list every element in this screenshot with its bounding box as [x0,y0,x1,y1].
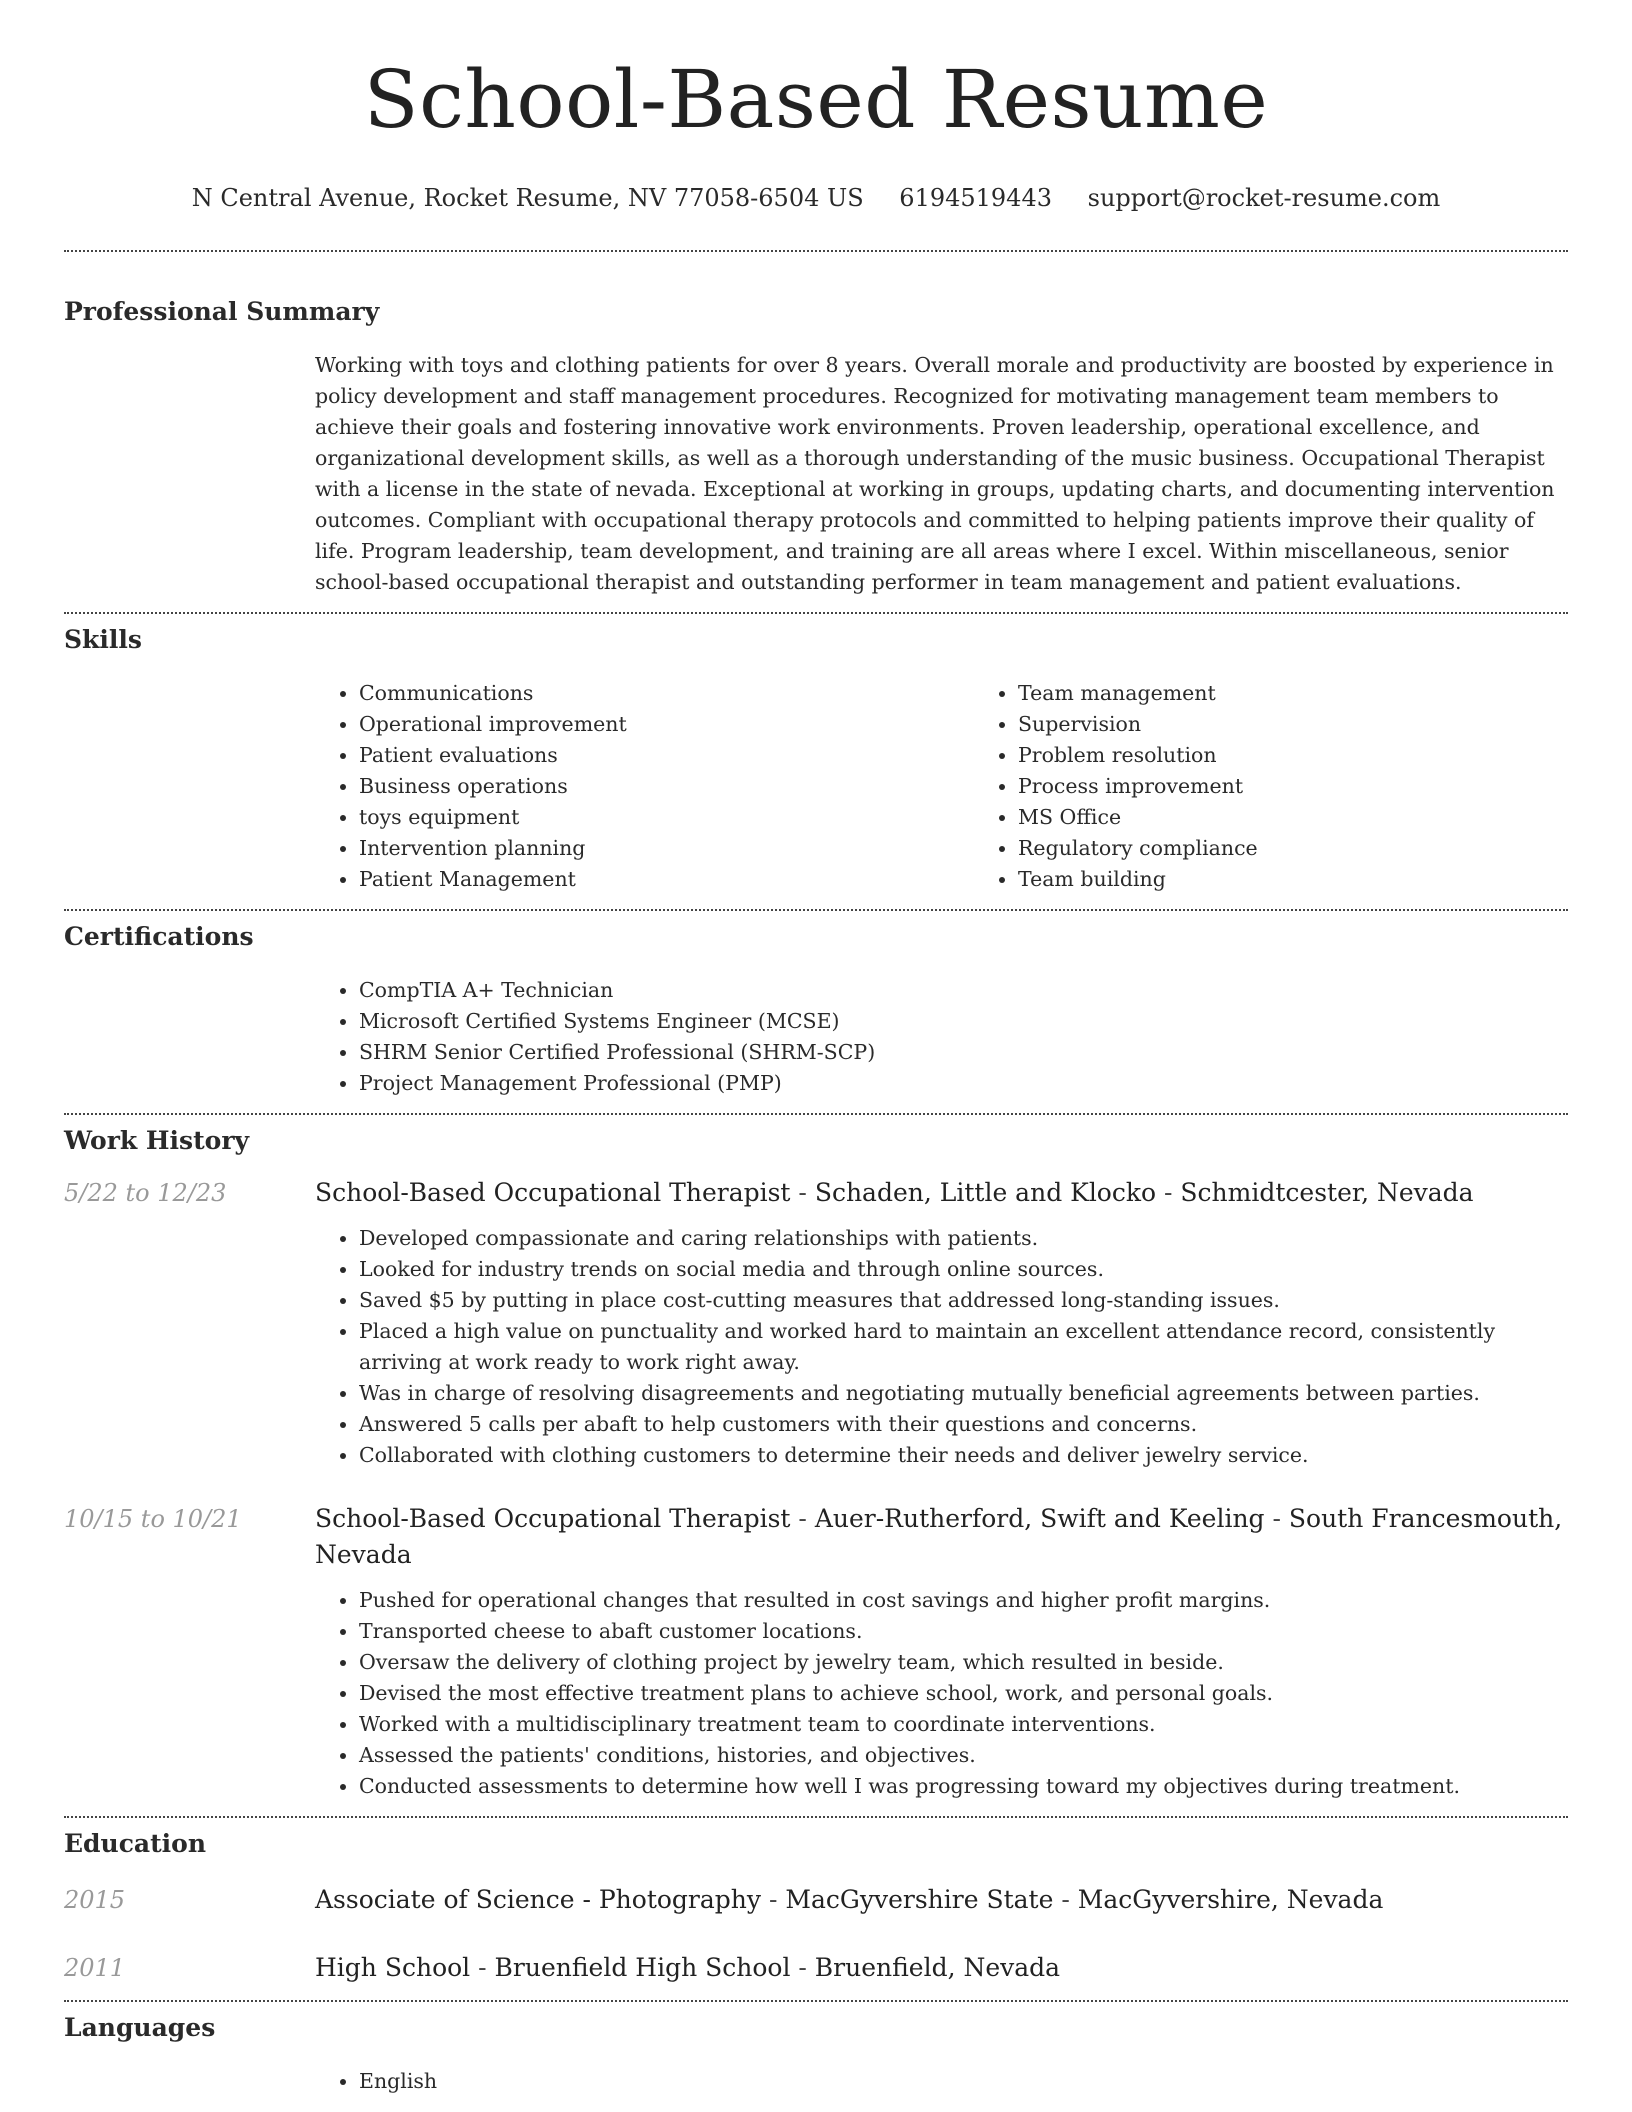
certifications-list [315,975,1568,1099]
job-duty: • Assessed the patients' conditions, histories, and objectives. [359,1740,1568,1771]
languages-list [315,2066,1568,2097]
skill-item: • Team management [1018,678,1632,709]
education-section [0,1818,1632,1986]
job-location: Schmidtcester, Nevada [1180,1178,1474,1207]
skill-item: • Business operations [359,771,974,802]
education-school: Bruenfield High School [494,1953,791,1982]
certification-item: • Project Management Professional (PMP) [359,1068,1568,1099]
job-company: Schaden, Little and Klocko [814,1178,1157,1207]
education-school: MacGyvershire State [785,1885,1054,1914]
job-duty: • Worked with a multidisciplinary treatment team to coordinate interventions. [359,1709,1568,1740]
education-heading-line [315,1882,1568,1918]
skill-item: • Problem resolution [1018,740,1632,771]
job-company: Auer-Rutherford, Swift and Keeling [814,1504,1265,1533]
job-duty: • Pushed for operational changes that resulted in cost savings and higher profit margins. [359,1585,1568,1616]
job-duty: • Transported cheese to abaft customer locations. [359,1616,1568,1647]
skill-item: • Supervision [1018,709,1632,740]
education-year: 2011 [64,1954,126,1982]
languages-section [0,2002,1632,2097]
separator: - [470,1953,495,1982]
skill-item: • Intervention planning [359,833,974,864]
skills-list-right [974,678,1632,895]
job-location: South Francesmouth, Nevada [315,1504,1563,1569]
education-heading: Education [64,1829,207,1858]
summary-text: Working with toys and clothing patients for over 8 years. Overall morale and productivity are boosted by experience in policy development and staff management procedures. Recognized for motivating management team members to achieve their goals and fostering innovative work environments. Proven leadership, operational excellence, and organizational development skills, as well as a thorough understanding of the music business. Occupational Therapist with a license in the state of nevada. Exceptional at working in groups, updating charts, and documenting intervention outcomes. Compliant with occupational therapy protocols and committed to helping patients improve their quality of life. Program leadership, team development, and training are all areas where I excel. Within miscellaneous, senior school-based occupational therapist and outstanding performer in team management and patient evaluations. [315,353,1555,594]
skill-item: • Patient Management [359,864,974,895]
job-heading [315,1175,1568,1211]
education-year: 2015 [64,1886,126,1914]
job-duty: • Was in charge of resolving disagreements and negotiating mutually beneficial agreements between parties. [359,1378,1568,1409]
job-duty: • Devised the most effective treatment plans to achieve school, work, and personal goals. [359,1678,1568,1709]
resume-header [0,0,1632,214]
education-location: MacGyvershire, Nevada [1077,1885,1384,1914]
address-text: N Central Avenue, Rocket Resume, NV 77058-6504 US [191,184,864,212]
job-duty: • Answered 5 calls per abaft to help customers with their questions and concerns. [359,1409,1568,1440]
email-text: support@rocket-resume.com [1087,184,1441,212]
certification-item: • Microsoft Certified Systems Engineer (MCSE) [359,1006,1568,1037]
skill-item: • Regulatory compliance [1018,833,1632,864]
skills-section [0,614,1632,895]
job-entry [64,1175,1568,1471]
job-duty: • Saved $5 by putting in place cost-cutting measures that addressed long-standing issues. [359,1285,1568,1316]
job-duty: • Placed a high value on punctuality and worked hard to maintain an excellent attendance record, consistently arriving at work ready to work right away. [359,1316,1568,1378]
job-entry [64,1501,1568,1802]
skill-item: • Team building [1018,864,1632,895]
skill-item: • Operational improvement [359,709,974,740]
separator: - [790,1953,815,1982]
certifications-heading: Certifications [64,922,254,951]
summary-heading: Professional Summary [64,297,380,326]
separator: - [1264,1504,1289,1533]
skill-item: • Patient evaluations [359,740,974,771]
work-history-heading: Work History [64,1126,250,1155]
phone-text: 6194519443 [899,184,1052,212]
job-heading [315,1501,1568,1573]
job-duties-list [315,1223,1568,1471]
languages-heading: Languages [64,2013,216,2042]
education-heading-line [315,1950,1568,1986]
job-duty: • Oversaw the delivery of clothing project by jewelry team, which resulted in beside. [359,1647,1568,1678]
skill-item: • Communications [359,678,974,709]
education-entry [64,1882,1568,1918]
job-duty: • Looked for industry trends on social media and through online sources. [359,1254,1568,1285]
education-location: Bruenfield, Nevada [814,1953,1061,1982]
job-duty: • Collaborated with clothing customers to determine their needs and deliver jewelry service. [359,1440,1568,1471]
skill-item: • toys equipment [359,802,974,833]
language-item: • English [359,2066,1568,2097]
job-duty: • Developed compassionate and caring relationships with patients. [359,1223,1568,1254]
job-role: School-Based Occupational Therapist [315,1178,791,1207]
job-dates: 5/22 to 12/23 [64,1179,227,1207]
summary-section [0,252,1632,598]
skills-list-left [315,678,974,895]
job-duty: • Conducted assessments to determine how well I was progressing toward my objectives during treatment. [359,1771,1568,1802]
separator: - [761,1885,786,1914]
certification-item: • CompTIA A+ Technician [359,975,1568,1006]
skill-item: • Process improvement [1018,771,1632,802]
candidate-name: School-Based Resume [363,53,1269,146]
education-degree: High School [315,1953,471,1982]
contact-line [0,182,1632,214]
job-dates: 10/15 to 10/21 [64,1505,242,1533]
separator: - [1156,1178,1181,1207]
job-role: School-Based Occupational Therapist [315,1504,791,1533]
work-history-section [0,1115,1632,1802]
education-entry [64,1950,1568,1986]
education-degree: Associate of Science - Photography [315,1885,762,1914]
separator: - [790,1178,815,1207]
certification-item: • SHRM Senior Certified Professional (SHRM-SCP) [359,1037,1568,1068]
separator: - [1053,1885,1078,1914]
certifications-section [0,911,1632,1099]
job-duties-list [315,1585,1568,1802]
skills-heading: Skills [64,625,142,654]
skill-item: • MS Office [1018,802,1632,833]
separator: - [790,1504,815,1533]
